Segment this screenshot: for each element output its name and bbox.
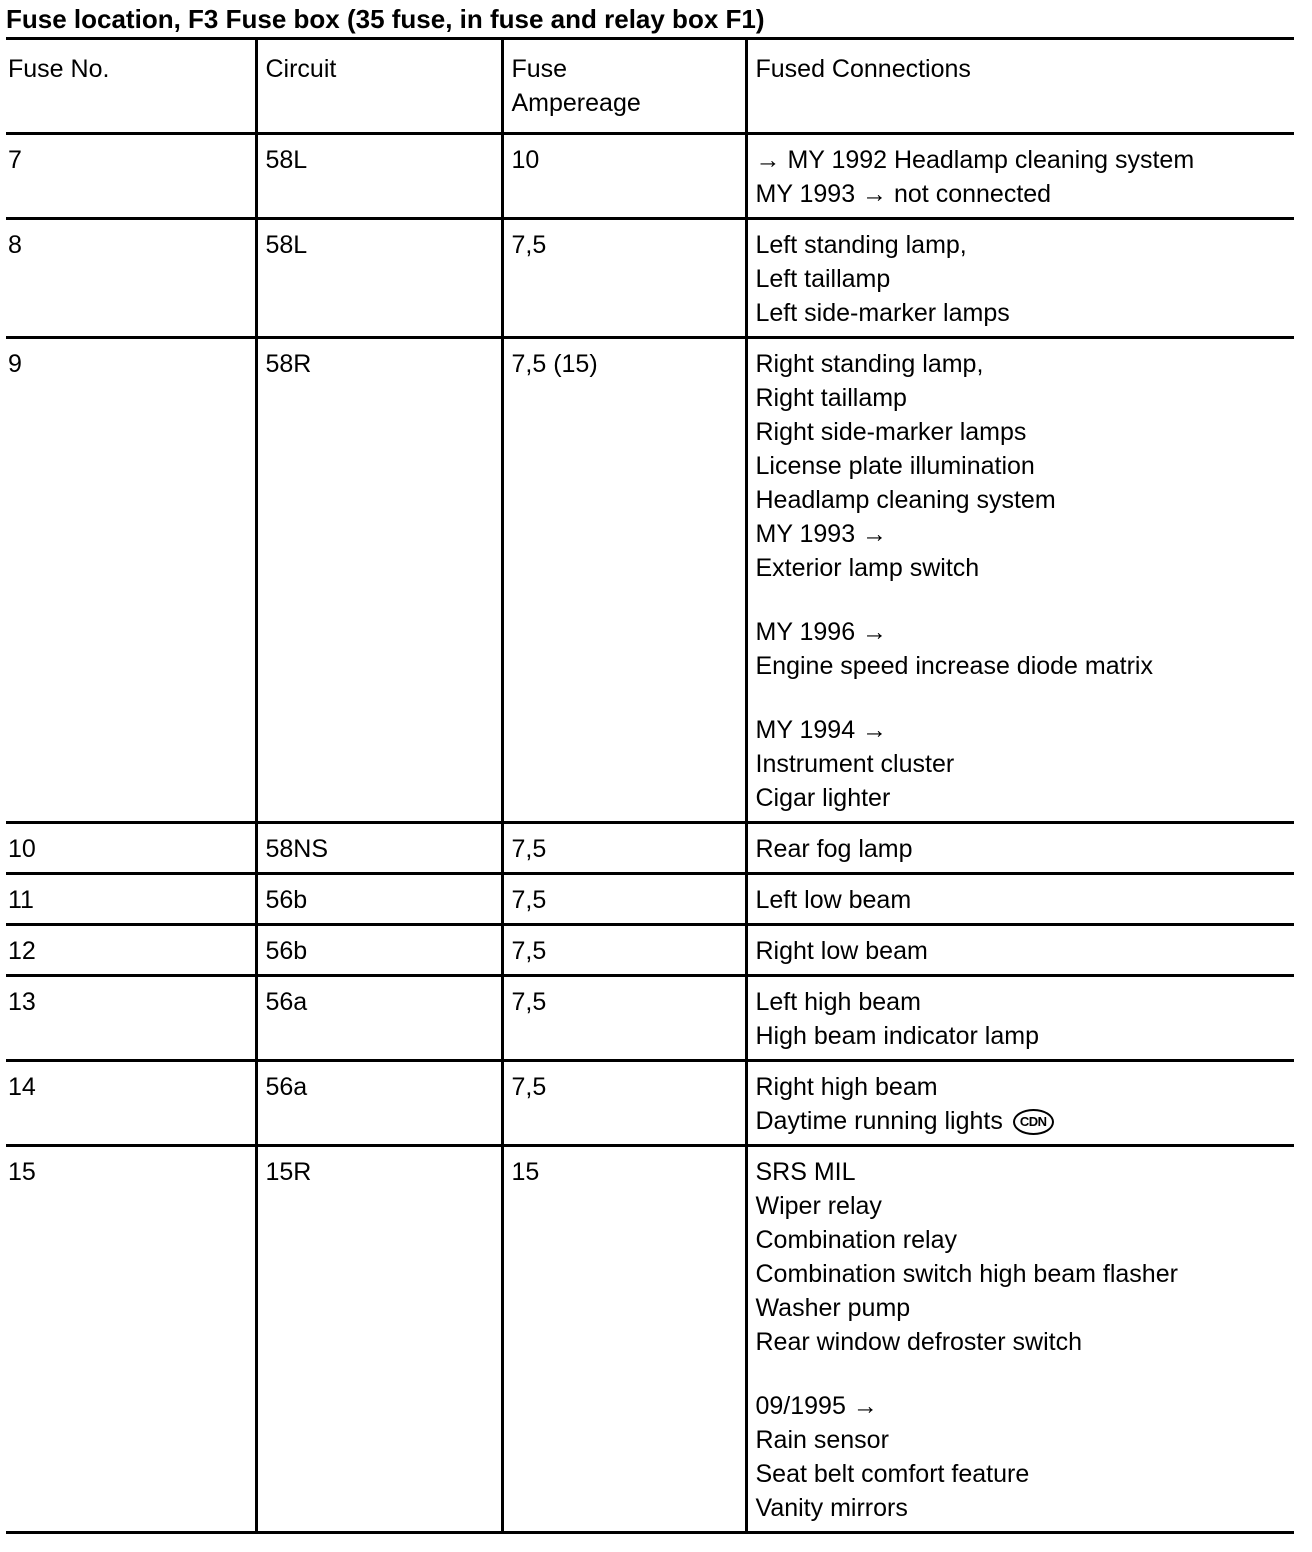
connection-line <box>756 143 1287 177</box>
connection-text: Right low beam <box>755 937 928 965</box>
connection-line <box>756 381 1287 415</box>
connection-text: 09/1995 → <box>755 1392 878 1420</box>
connection-text: Engine speed increase diode matrix <box>755 652 1153 680</box>
circuit-cell: 56a <box>256 1061 502 1146</box>
connection-line <box>756 296 1287 330</box>
connection-text: Left taillamp <box>755 265 891 293</box>
circuit-cell: 58L <box>256 219 502 338</box>
connection-line <box>756 347 1287 381</box>
ampereage-cell: 7,5 <box>502 976 746 1061</box>
table-row <box>6 1061 1294 1146</box>
connection-line <box>756 1223 1287 1257</box>
connection-line <box>756 177 1287 211</box>
ampereage-cell: 7,5 <box>502 874 746 925</box>
connection-text: Combination switch high beam flasher <box>755 1260 1178 1288</box>
connection-text: → MY 1992 Headlamp cleaning system <box>755 146 1195 174</box>
connection-text: MY 1993 → <box>755 520 888 548</box>
connection-text: Vanity mirrors <box>755 1494 908 1522</box>
header-circuit: Circuit <box>256 39 502 134</box>
connection-text: Rain sensor <box>755 1426 889 1454</box>
circuit-cell: 56a <box>256 976 502 1061</box>
circuit-cell: 58R <box>256 338 502 823</box>
connection-line <box>756 713 1287 747</box>
ampereage-cell: 7,5 <box>502 925 746 976</box>
connection-text: Right taillamp <box>755 384 907 412</box>
fused-connections-cell <box>746 134 1294 219</box>
connection-line <box>756 747 1287 781</box>
connection-text: Rear window defroster switch <box>755 1328 1083 1356</box>
connection-line <box>756 262 1287 296</box>
connection-line <box>756 934 1287 968</box>
fuse-number-cell: 11 <box>6 874 256 925</box>
connection-text: Left side-marker lamps <box>755 299 1010 327</box>
fuse-number-cell: 7 <box>6 134 256 219</box>
connection-line <box>756 228 1287 262</box>
connection-line <box>756 1291 1287 1325</box>
connection-text: Combination relay <box>755 1226 957 1254</box>
header-ampereage-line: Fuse <box>511 55 568 83</box>
ampereage-cell: 7,5 <box>502 823 746 874</box>
connection-text: Left standing lamp, <box>755 231 967 259</box>
table-row <box>6 219 1294 338</box>
table-body <box>6 134 1294 1533</box>
connection-line <box>756 1423 1287 1457</box>
table-row <box>6 925 1294 976</box>
fuse-number-cell: 15 <box>6 1146 256 1533</box>
connection-text: Rear fog lamp <box>755 835 913 863</box>
connection-line <box>756 1104 1287 1138</box>
fused-connections-cell <box>746 823 1294 874</box>
connection-text: Wiper relay <box>755 1192 882 1220</box>
circuit-cell: 58NS <box>256 823 502 874</box>
connection-line <box>756 449 1287 483</box>
connection-text: Washer pump <box>755 1294 911 1322</box>
table-row <box>6 338 1294 823</box>
connection-line <box>756 1189 1287 1223</box>
fused-connections-cell <box>746 874 1294 925</box>
connection-line <box>756 1070 1287 1104</box>
table-row <box>6 823 1294 874</box>
fused-connections-cell <box>746 1146 1294 1533</box>
connection-text: Daytime running lights <box>755 1107 1003 1135</box>
fuse-number-cell: 10 <box>6 823 256 874</box>
fuse-number-cell: 12 <box>6 925 256 976</box>
table-row <box>6 874 1294 925</box>
connection-line <box>756 1155 1287 1189</box>
connection-text: Right high beam <box>755 1073 938 1101</box>
table-row <box>6 1146 1294 1533</box>
connection-text: License plate illumination <box>755 452 1035 480</box>
fused-connections-cell <box>746 976 1294 1061</box>
connection-text: High beam indicator lamp <box>755 1022 1039 1050</box>
ampereage-cell: 7,5 (15) <box>502 338 746 823</box>
fused-connections-cell <box>746 338 1294 823</box>
fuse-number-cell: 13 <box>6 976 256 1061</box>
fuse-number-cell: 14 <box>6 1061 256 1146</box>
connection-line <box>756 1457 1287 1491</box>
connection-text: Headlamp cleaning system <box>755 486 1056 514</box>
connection-line <box>756 883 1287 917</box>
ampereage-cell: 15 <box>502 1146 746 1533</box>
connection-line <box>756 649 1287 683</box>
circuit-cell: 58L <box>256 134 502 219</box>
table-row <box>6 134 1294 219</box>
fuse-table <box>6 37 1294 1534</box>
fused-connections-cell <box>746 1061 1294 1146</box>
connection-text: Exterior lamp switch <box>755 554 980 582</box>
ampereage-cell: 7,5 <box>502 1061 746 1146</box>
cdn-badge-icon: CDN <box>1013 1109 1054 1135</box>
connection-text: Right standing lamp, <box>755 350 984 378</box>
header-fuse-ampereage <box>502 39 746 134</box>
connection-line <box>756 415 1287 449</box>
connection-text: Instrument cluster <box>755 750 955 778</box>
connection-text: MY 1996 → <box>755 618 888 646</box>
connection-text: Left high beam <box>755 988 921 1016</box>
fuse-number-cell: 8 <box>6 219 256 338</box>
connection-line <box>756 1019 1287 1053</box>
header-fuse-no: Fuse No. <box>6 39 256 134</box>
connection-line <box>756 1325 1287 1359</box>
circuit-cell: 56b <box>256 925 502 976</box>
connection-text: Left low beam <box>755 886 912 914</box>
connection-line <box>756 832 1287 866</box>
circuit-cell: 15R <box>256 1146 502 1533</box>
ampereage-cell: 10 <box>502 134 746 219</box>
table-row <box>6 976 1294 1061</box>
connection-line <box>756 615 1287 649</box>
connection-line <box>756 551 1287 585</box>
connection-text: MY 1994 → <box>755 716 888 744</box>
header-ampereage-line: Ampereage <box>511 89 641 117</box>
header-row <box>6 39 1294 134</box>
header-fused-connections: Fused Connections <box>746 39 1294 134</box>
page-title: Fuse location, F3 Fuse box (35 fuse, in fuse and relay box F1) <box>6 4 765 34</box>
circuit-cell: 56b <box>256 874 502 925</box>
fused-connections-cell <box>746 925 1294 976</box>
connection-text: MY 1993 → not connected <box>755 180 1052 208</box>
fused-connections-cell <box>746 219 1294 338</box>
connection-line <box>756 781 1287 815</box>
ampereage-cell: 7,5 <box>502 219 746 338</box>
fuse-number-cell: 9 <box>6 338 256 823</box>
connection-line <box>756 483 1287 517</box>
connection-line <box>756 985 1287 1019</box>
connection-text: Right side-marker lamps <box>755 418 1027 446</box>
connection-line <box>756 1257 1287 1291</box>
table-header <box>6 39 1294 134</box>
connection-line <box>756 517 1287 551</box>
connection-line <box>756 1491 1287 1525</box>
connection-text: Seat belt comfort feature <box>755 1460 1030 1488</box>
connection-text: SRS MIL <box>755 1158 856 1186</box>
connection-line <box>756 1389 1287 1423</box>
connection-text: Cigar lighter <box>755 784 891 812</box>
